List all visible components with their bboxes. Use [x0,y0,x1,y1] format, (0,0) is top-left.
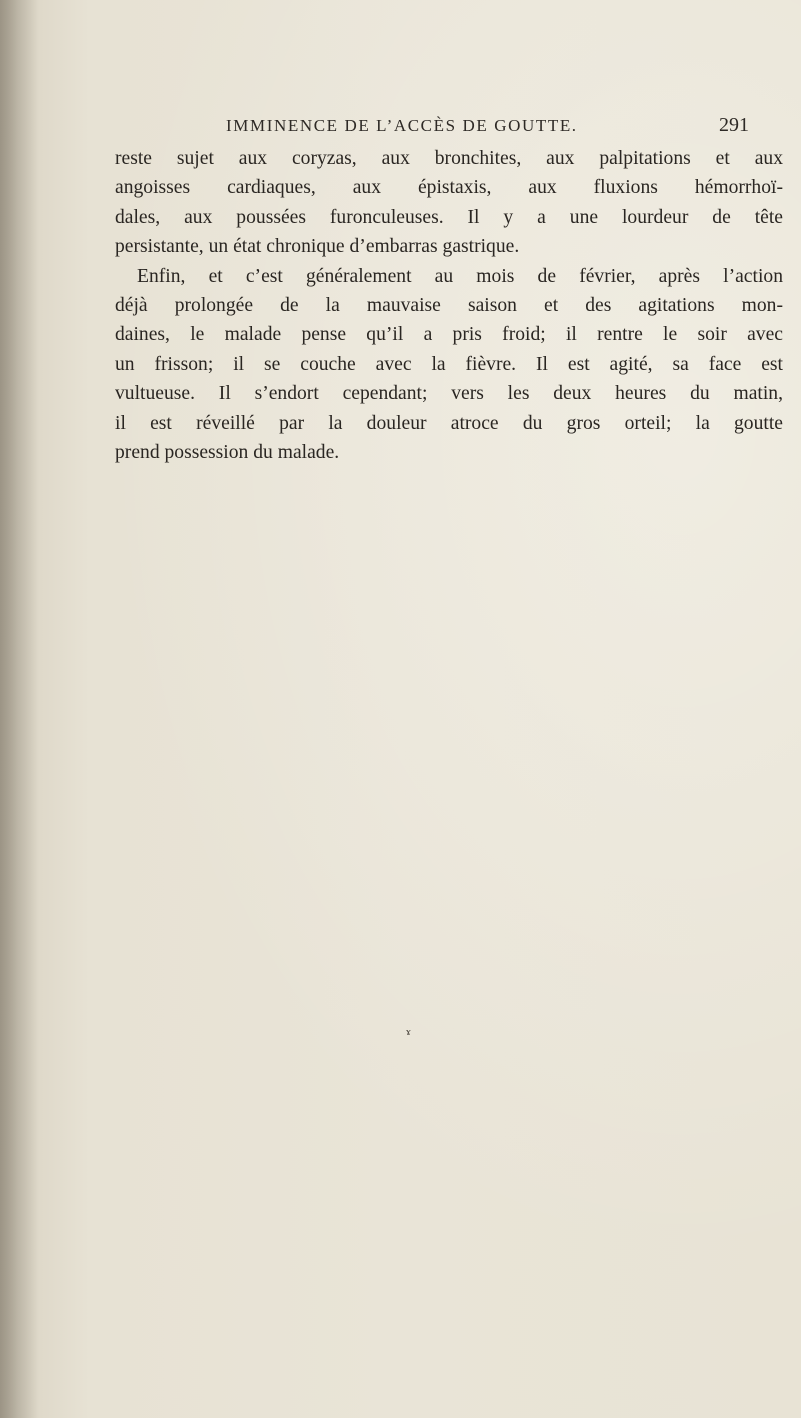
text-line: reste sujet aux coryzas, aux bronchites, aux palpitations et aux [115,148,783,169]
text-line: il est réveillé par la douleur atroce du gros orteil; la goutte [115,412,783,434]
text-line: vultueuse. Il s’endort cependant; vers les deux heures du matin, [115,383,783,405]
text-line: déjà prolongée de la mauvaise saison et des agitations mon- [115,294,783,316]
binding-gutter-shadow [0,0,38,1418]
stray-print-mark: ɤ [406,1026,411,1038]
text-line: persistante, un état chronique d’embarras gastrique. [115,236,520,258]
text-line: dales, aux poussées furonculeuses. Il y a une lourdeur de tête [115,206,783,228]
text-line: daines, le malade pense qu’il a pris froid; il rentre le soir avec [115,324,783,346]
body-text [115,144,783,467]
running-head [0,114,801,144]
text-line: prend possession du malade. [115,441,340,463]
text-line: angoisses cardiaques, aux épistaxis, aux fluxions hémorrhoï- [115,177,783,199]
text-line: Enfin, et c’est généralement au mois de février, après l’action [137,265,783,287]
page-number: 291 [719,114,749,136]
text-line: un frisson; il se couche avec la fièvre. Il est agité, sa face est [115,353,783,375]
chapter-running-title: IMMINENCE DE L’ACCÈS DE GOUTTE. [226,116,578,135]
